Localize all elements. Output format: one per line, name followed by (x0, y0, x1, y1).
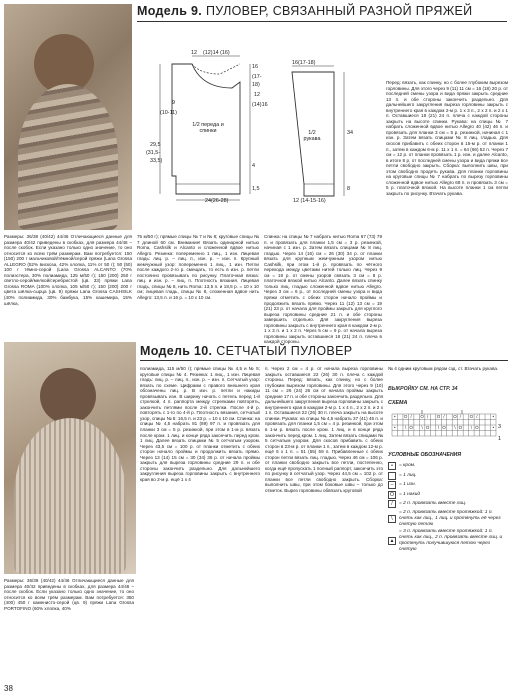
model9-schema1-label: 18) (252, 82, 260, 88)
model9-schema1-label: (17- (252, 74, 262, 80)
model9-schema1-label: 12 (254, 92, 260, 98)
model10-knit-chart (388, 408, 508, 442)
legend-text: = 2 п. провязать вместе лиц. (399, 501, 467, 506)
model9-schema1-label: (12)14 (16) (203, 50, 230, 56)
chart-symbol: \ (421, 425, 423, 430)
model10-col3: п. Через 2 см = 4 р. от начала выреза горловины закрыть оставшиеся 22 (26) 30 п. плеча с каждой стороны. Перед: вязать, как спинку, но с более глубоким вырезом горловины. Для этого через 9 (10) 11 см = 26 (24) 26 см от начала проймы закрыть средние 17 п. и обе стороны закончить раздельно. Для дальнейшего закругления выреза горловины закрыть с внутреннего края в каждом 2-м р. 1 х 4 п., 2 х 2 п. и 2 х 1 п. Оставшиеся 22 (26) 30 п. плеча закрыть на высоте спинки. Рукава: на спицы № 4,5 набрать 37 (41) 45 п. и провязать для планки 1,5 см = 4 р. резинкой, при этом в 1-м р. вязать после кром. 1 лиц. и в конце ряда закончить перед кром. 1 лиц. Затем вязать спицами № 5 сетчатым узором. Для скосов прибавить с обеих сторон в 23-м р. от планки 1 п., затем в каждом 12-м р. ещё 6 х 1 п. = 51 (55) 59 п. Прибавленные с обеих сторон петли вязать лиц. гладью. Через 46 см = 106 р. от планки свободно закрыть все петли, постепенно, когда ещё пропускать 1 полный раппорт, закончить это по рисунку в сетчатый узор. Через 44,5 см = 102 р. от планки все петли свободно закрыть. Сборка: выполнить швы, при этом боковые швы – только до отметок. Вырез горловины обвязать круговой (265, 366, 383, 494)
chart-symbol: • (492, 414, 495, 419)
model9-schema2-label: 12 (14-15-16) (293, 198, 326, 204)
model9-schema1-label: (14)16 (252, 102, 268, 108)
legend-symbol-icon: \ (388, 515, 396, 523)
legend-text: = 1 изн. (399, 482, 417, 487)
chart-symbol: \ (437, 425, 440, 430)
legend-item (388, 481, 508, 489)
model10-title: СЕТЧАТЫЙ ПУЛОВЕР (216, 344, 353, 358)
model10-col1: Размеры: 36/38 (40/42) 44/46 Отличающиеся данные для размера 40/42 приведены в скобках, для размера 44/46 – после скобок. Если указано только одно значение, то оно относится ко всем трём размерам. Вам потребуется: 350 (400) 450 г каменисто-серой (цв. 9) пряжи Lana Grossa PORTOFINO (60% хлопка, 40% (4, 578, 134, 611)
legend-symbol-icon: O (388, 491, 396, 499)
model9-col3: Спинка: на спицы № 7 набрать нитью Roma 67 (73) 79 п. и провязать для планки 1,5 см = 3 р. резинкой, начиная с 1 изн. р. Затем вязать спицами № 8 лиц. гладью. Через 14 (16) см = 26 (30) 34 р. от планки вязать для крупным жемчужным узором нитью Cashsilk, при этом 1-й р. провязать по чётного перехода между цветами нитей только лиц. Через 9 см = 18 р. от смены узоров связать 3 см = 8 р. платочной вязкой нитью Alcanto. Далее вязать спинку только лиц. гладью сложенной вдвое нитью Allegro. Через 3 см = 6 р., от последней смены узора и вида пряжи отметить с обеих сторон начало проймы и продолжить вязать прямо. Через 11 (12) 13 см = 19 (21) 23 р. от начала для проймы закрыть для круглого выреза горловины средние 21 п. и обе стороны завершить отдельно. Для закругления выреза горловины закрыть с внутреннего края в каждом 2-м р. 1 х 3 п. и 1 х 2 п. Через 5 см = 9 р. от начала выреза горловины закрыть оставшиеся 18 (21) 24 п. плеча в каждой стороны. (264, 234, 382, 345)
model9-schema1-label: (31,5- (146, 150, 161, 156)
legend-symbol-icon: ▲ (389, 538, 395, 544)
model9-schema1-label: 1/2 переда и спинки (192, 122, 224, 134)
legend-symbol-icon: • (388, 462, 396, 470)
model9-schema1-label: 29,5 (150, 142, 161, 148)
chart-symbol: O (425, 425, 430, 430)
legend-text: = 3 п. провязать вместе протяжкой: 1 п. снять как лиц., 2 п. провязать вместе лиц. и протянуть получившуюся петлю через снятую (399, 529, 503, 552)
model9-schema1-label: 1,5 (252, 186, 260, 192)
legend-text: = 1 лиц. (399, 472, 417, 478)
model10-legend (388, 462, 508, 555)
legend-text: = кром. (399, 463, 416, 468)
model9-schema1-label: 9 (172, 100, 175, 106)
chart-symbol: O (420, 414, 424, 419)
model9-number: Модель 9. (137, 4, 202, 18)
legend-symbol-icon: – (388, 481, 396, 489)
model10-heading (140, 344, 508, 358)
chart-symbol: O (436, 414, 441, 419)
model9-schema2-label: 34 (347, 130, 353, 136)
model9-schema1-label: (10-11) (160, 110, 177, 116)
chart-symbol: O (453, 414, 457, 419)
model10-col4-text: № 4 одним круговым рядом сзд. ст. Втачать рукава. (388, 366, 499, 371)
model9-title: ПУЛОВЕР, СВЯЗАННЫЙ РАЗНОЙ ПРЯЖЕЙ (206, 4, 473, 18)
model10-photo (4, 342, 136, 574)
model10-rule (140, 360, 508, 361)
model9-schema2-label: 16(17-18) (292, 60, 316, 66)
chart-symbol: O (403, 414, 408, 419)
chart-symbol: \ (470, 425, 473, 430)
model9-heading (137, 4, 507, 18)
chart-symbol: • (492, 425, 495, 430)
chart-symbol: \ (454, 425, 456, 430)
chart-symbol: / (410, 414, 412, 419)
model9-col4: Перед: вязать, как спинку, но с более глубоким вырезом горловины. Для этого через 9 (11) 11 см = 16 (18) 20 р. от последней смены узора и вида пряжи закрыть средние 13 п. и обе стороны закончить раздельно. Для дальнейшего закругления выреза горловины закрыть с внутреннего края в каждом 2-м р. 1 х 3 п., 2 х 2 п. и 2 х 1 п. Оставшиеся 18 (21) 24 п. плеча с каждой стороны закрыть на высоте спинки. Рукава: на спицы № 7 набрать сложенной вдвое нитью Allegro 40 (42) 46 п. и провязать для планки 3 см = 5 р. резинкой, начиная с 1 изн. р. Затем вязать спицами № 8 лиц. гладью. Для скосов прибавить с обеих сторон в 15-м р. от планки 1 п., затем в каждом 6-м р. 11 х 1 п. = 64 (66) 52 п. Через 7 см = 12 р. от планки провязать 1 р. изн. и далее Alcanto, в итоге 8 р. от последней смены узора и вида пряжи все петли свободно закрыть. Сборка: выполнить швы, при этом свободно продеть рукава. Для планки горловины на круговые спицы № 7 набрать по вырезу горловины сложенной вдвое нитью Allegro 68 п. и провязать 3 см = 5 р. платочной вязкой. На высоте планки 1 см петли закрыть по рисунку. Втачать рукава. (386, 80, 508, 196)
model9-schema1-label: 12 (191, 50, 197, 56)
chart-symbol: / (476, 414, 478, 419)
legend-symbol-icon: / (388, 500, 396, 508)
legend-item (388, 462, 508, 470)
model9-col1: Размеры: 36/38 (40/42) 44/46 Отличающиеся данные для размера 40/42 приведены в скобках, для размера 44/46 – после скобок. Если указано только одно значение, то оно относится ко всем трём размерам. Вам потребуется: 150 (150) 200 г мальчиковой/тёмной/серой пряжи (Lana Grossa ALLEGRO (52% вискоза, 42% хлопка, 11% от 50 г); 50 (50) 100 г тёмно-серой (Lana Grossa ALCANTO (70% полиэстера, 30% полиамида, 125 м/50 г); 150 (200) 250 г светло-серой/мелкой/серебристой (цв. 33) пряжи Lana Grossa ROMA (100% хлопка, 105 м/50 г); 150 (200) 200 г цвета шёлка-сырца (цв. 9) пряжи Lana Grossa CASHSILK (40% полиамида, 30% бамбука, 15% кашемира, 15% шёлка, (4, 234, 132, 306)
legend-item (388, 500, 508, 508)
chart-symbol: O (475, 425, 479, 430)
model9-rule (137, 21, 507, 22)
model9-col2: 75 м/50 г); прямые спицы № 7 и № 8; круговые спицы № 7 длиной 60 см. Внимание! Вязать одинарной нитью Roma, Cashsilk и Alcanto и сложенной вдвое нитью Allegro. Резинка: попеременно 1 лиц., 1 изн. Лицевая гладь: лиц. р. – лиц. п., изн. р. – изн. п. Крупный жемчужный узор: попеременно 1 лиц., 1 изн. Петли после каждого 2-го р. смещать, то есть в изн. р. петли постоянно провязывать по рисунку. Платочная вязка: лиц. и изн. р. – лиц. п. Плотность вязания. Лицевая гладь, спицы № 8, нить Roma: 13,5 п. и 18,5 р. = 10 х 10 см; лицевая гладь, спицы № 8, сложенная вдвое нить Allegro: 13,5 п. и 16 р. = 10 х 10 см. (137, 234, 259, 301)
legend-text: = 2 п. провязать вместе протяжкой: 1 п. снять как лиц., 1 лиц. и протянуть её через снятую петлю (399, 509, 501, 527)
model10-chart-row-label: 1 (498, 436, 501, 442)
model10-col2: полиамида, 115 м/50 г); прямые спицы № 4,5 и № 5; круговые спицы № 4. Резинка: 1 лиц., 1 изн. Лицевая гладь: лиц. р. – лиц. п., изн. р. – изн. п. Сетчатый узор: вязать по схеме. Цифрами с правого внешнего края обозначены лиц. р. В изн. р. петли и накиды провязывать изн. В ширину начать с петель перед 1-й стрелкой, 4 п. раппорта между стрелками повторять, закончить петлями после 2-й стрелки. После 4-й р. повторять с 1-го по 4-й р. Плотность вязания, сетчатый узор, спицы № 5: 16,5 п. и 23 р. = 10 х 10 см. Спинка: на спицы № 4,5 набрать 81 (89) 97 п. и провязать для планки 3 см = 5 р. резинкой, при этом в 1-м р. вязать после кром. 1 лиц. и конце ряда закончить перед кром. 1 лиц. Далее вязать спицами № 5 сетчатым узором. Через 43,5 см = 100 р. от планки отметить с обеих сторон начало проймы и продолжить вязать прямо. Через 13 (14) 15 см = 30 (34) 36 р. от начала проймы закрыть для выреза горловины средние 29 п. и обе стороны закончить раздельно. Для дальнейшего закругления выреза горловины закрыть с внутреннего края во 2-м р. ещё 1 х 4 (140, 366, 261, 482)
legend-symbol-icon (388, 472, 396, 480)
chart-symbol: O (458, 425, 463, 430)
chart-symbol: O (409, 425, 413, 430)
model9-schema1-label: 16 (252, 64, 258, 70)
page-number: 38 (4, 684, 13, 693)
model10-number: Модель 10. (140, 344, 213, 358)
legend-item (388, 472, 508, 480)
legend-text: = 1 накид (399, 491, 421, 497)
legend-item (388, 510, 508, 528)
legend-item (388, 491, 508, 499)
model9-schema2-label: 1/2 рукава (303, 130, 321, 142)
model9-schema1-label: 24(26-28) (205, 198, 229, 204)
model10-schema-title: СХЕМА (388, 400, 408, 406)
model9-schema2-label: 8 (347, 186, 350, 192)
chart-symbol: • (393, 425, 396, 430)
model9-photo (4, 4, 132, 230)
chart-symbol: O (442, 425, 446, 430)
legend-item (388, 529, 508, 553)
chart-symbol: O (469, 414, 474, 419)
model10-chart-row-label: 3 (498, 424, 501, 430)
chart-symbol: / (459, 414, 462, 419)
chart-symbol: \ (405, 425, 407, 430)
model10-pattern-ref: ВЫКРОЙКУ СМ. НА СТР. 34 (388, 386, 458, 392)
model9-schema1-label: 33,5) (150, 158, 163, 164)
chart-symbol: / (443, 414, 445, 419)
chart-symbol: / (426, 414, 429, 419)
chart-symbol: • (393, 414, 396, 419)
model10-legend-title: УСЛОВНЫЕ ОБОЗНАЧЕНИЯ (388, 452, 462, 458)
model9-schema1-label: 4 (252, 163, 255, 169)
